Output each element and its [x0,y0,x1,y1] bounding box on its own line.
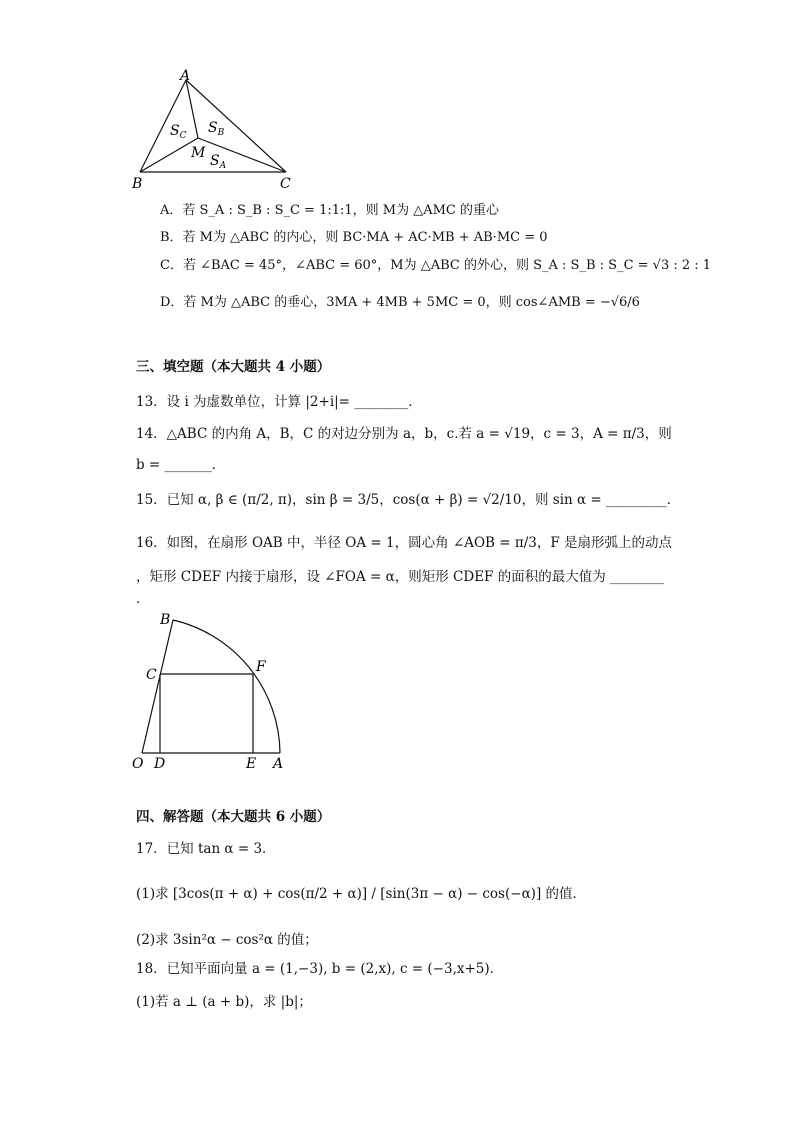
question-14-line-1: 14．△ABC 的内角 A，B，C 的对边分别为 a，b，c.若 a = √19，c = 3，A = π/3，则 [136,426,672,442]
label-c: C [146,667,157,683]
question-18-part-1: (1)若 a ⊥ (a + b)，求 |b|； [136,994,312,1010]
label-f: F [256,659,266,675]
question-16-line-2: ，矩形 CDEF 内接于扇形，设 ∠FOA = α，则矩形 CDEF 的面积的最大值为 ________ [136,569,665,585]
triangle-figure [128,66,303,192]
label-e: E [246,756,257,770]
option-d: D．若 M为 △ABC 的垂心，3MA + 4MB + 5MC = 0，则 cos∠AMB = −√6/6 [160,295,640,310]
label-m: M [191,145,206,161]
label-b: B [132,176,143,192]
option-a: A．若 S_A : S_B : S_C = 1:1:1，则 M为 △AMC 的重心 [160,203,499,218]
label-sa: $S_A$ [210,153,227,171]
question-15: 15．已知 α, β ∈ (π/2, π)，sin β = 3/5，cos(α + β) = √2/10，则 sin α = _________． [136,492,681,508]
question-17: 17．已知 tan α = 3． [136,841,276,857]
label-a: A [180,68,191,84]
label-o: O [132,756,144,770]
label-d: D [154,756,166,770]
option-c: C．若 ∠BAC = 45°，∠ABC = 60°，M为 △ABC 的外心，则 S_A : S_B : S_C = √3 : 2 : 1 [160,258,712,273]
label-c: C [280,176,291,192]
label-sc: $S_C$ [170,123,187,141]
section-3-heading: 三、填空题（本大题共 4 小题） [136,359,331,375]
radius-ob [142,620,173,753]
question-16-line-1: 16．如图，在扇形 OAB 中，半径 OA = 1，圆心角 ∠AOB = π/3，F 是扇形弧上的动点 [136,535,672,551]
sector-figure [128,608,293,770]
label-sb: $S_B$ [208,120,225,138]
question-14-line-2: b = _______． [136,457,226,473]
section-4-heading: 四、解答题（本大题共 6 小题） [136,809,331,825]
option-b: B．若 M为 △ABC 的内心，则 BC·MA + AC·MB + AB·MC = 0 [160,230,548,245]
question-13: 13．设 i 为虚数单位，计算 |2+i|= ________． [136,394,422,410]
label-a: A [273,756,284,770]
question-17-part-1: (1)求 [3cos(π + α) + cos(π/2 + α)] / [sin(3π − α) − cos(−α)] 的值． [136,886,587,902]
label-b: B [160,612,171,628]
question-18: 18．已知平面向量 a = (1,−3), b = (2,x), c = (−3,x+5)． [136,961,504,977]
question-16-line-3: ． [136,591,150,607]
arc-ab [173,620,280,753]
question-17-part-2: (2)求 3sin²α − cos²α 的值； [136,932,318,948]
